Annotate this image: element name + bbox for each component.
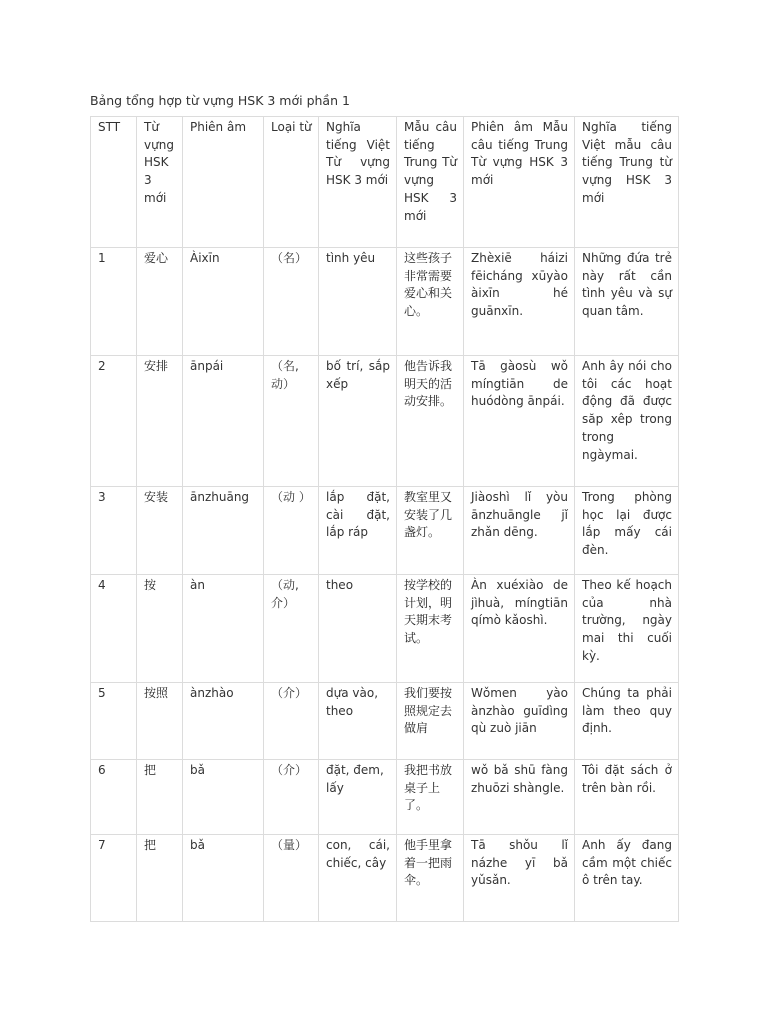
cell-word: 爱心	[137, 248, 183, 356]
cell-pinyin: bǎ	[183, 835, 264, 922]
header-pinyin: Phiên âm	[183, 117, 264, 248]
cell-word: 按	[137, 575, 183, 683]
cell-example-pinyin: Wǒmen yào ànzhào guīdìng qù zuò jiān	[464, 683, 575, 760]
cell-pinyin: àn	[183, 575, 264, 683]
cell-meaning: lắp đặt, cài đặt, lắp ráp	[319, 487, 397, 575]
cell-stt: 7	[91, 835, 137, 922]
cell-example-pinyin: Àn xuéxiào de jìhuà, míngtiān qímò kǎoshì.	[464, 575, 575, 683]
cell-pos: （动 ）	[264, 487, 319, 575]
cell-example-meaning: Chúng ta phải làm theo quy định.	[575, 683, 679, 760]
cell-example-meaning: Anh ây nói cho tôi các hoạt động đã được săp xêp trong trong ngàymai.	[575, 356, 679, 487]
cell-example: 他手里拿着一把雨伞。	[397, 835, 464, 922]
header-word: Từ vựng HSK 3 mới	[137, 117, 183, 248]
cell-example-meaning: Trong phòng học lại được lắp mấy cái đèn.	[575, 487, 679, 575]
cell-word: 安排	[137, 356, 183, 487]
table-row	[91, 487, 679, 575]
vocab-table	[90, 116, 679, 922]
cell-stt: 2	[91, 356, 137, 487]
cell-word: 安装	[137, 487, 183, 575]
header-stt: STT	[91, 117, 137, 248]
cell-meaning: đặt, đem, lấy	[319, 760, 397, 835]
cell-pos: （动,介）	[264, 575, 319, 683]
table-row	[91, 575, 679, 683]
cell-meaning: tình yêu	[319, 248, 397, 356]
cell-example-meaning: Những đứa trẻ này rất cần tình yêu và sự quan tâm.	[575, 248, 679, 356]
table-row	[91, 760, 679, 835]
cell-stt: 4	[91, 575, 137, 683]
cell-pinyin: ānzhuāng	[183, 487, 264, 575]
table-row	[91, 683, 679, 760]
header-example-pinyin: Phiên âm Mẫu câu tiếng Trung Từ vựng HSK 3 mới	[464, 117, 575, 248]
cell-pos: （名）	[264, 248, 319, 356]
cell-word: 按照	[137, 683, 183, 760]
cell-example-pinyin: Zhèxiē háizi fēicháng xūyào àixīn hé guānxīn.	[464, 248, 575, 356]
cell-pinyin: ānpái	[183, 356, 264, 487]
cell-pinyin: ànzhào	[183, 683, 264, 760]
header-example-meaning: Nghĩa tiếng Việt mẫu câu tiếng Trung từ vựng HSK 3 mới	[575, 117, 679, 248]
cell-word: 把	[137, 835, 183, 922]
cell-example-meaning: Anh ấy đang cầm một chiếc ô trên tay.	[575, 835, 679, 922]
cell-example-pinyin: Tā shǒu lǐ názhe yī bǎ yǔsǎn.	[464, 835, 575, 922]
cell-example: 我把书放桌子上了。	[397, 760, 464, 835]
cell-example-pinyin: Jiàoshì lǐ yòu ānzhuāngle jǐ zhǎn dēng.	[464, 487, 575, 575]
cell-meaning: bố trí, sắp xếp	[319, 356, 397, 487]
cell-example-pinyin: wǒ bǎ shū fàng zhuōzi shàngle.	[464, 760, 575, 835]
table-row	[91, 356, 679, 487]
cell-meaning: dựa vào, theo	[319, 683, 397, 760]
table-row	[91, 835, 679, 922]
cell-pos: （量）	[264, 835, 319, 922]
cell-pos: （介）	[264, 683, 319, 760]
cell-word: 把	[137, 760, 183, 835]
cell-example: 这些孩子非常需要爱心和关心。	[397, 248, 464, 356]
cell-example: 他告诉我明天的活动安排。	[397, 356, 464, 487]
cell-stt: 3	[91, 487, 137, 575]
cell-example-meaning: Theo kế hoạch của nhà trường, ngày mai thi cuối kỳ.	[575, 575, 679, 683]
table-header-row	[91, 117, 679, 248]
cell-pos: （名,动）	[264, 356, 319, 487]
header-pos: Loại từ	[264, 117, 319, 248]
cell-example: 教室里又安装了几盏灯。	[397, 487, 464, 575]
cell-pinyin: bǎ	[183, 760, 264, 835]
cell-stt: 1	[91, 248, 137, 356]
table-row	[91, 248, 679, 356]
cell-example-meaning: Tôi đặt sách ở trên bàn rồi.	[575, 760, 679, 835]
cell-stt: 6	[91, 760, 137, 835]
cell-pos: （介）	[264, 760, 319, 835]
cell-meaning: theo	[319, 575, 397, 683]
cell-pinyin: Àixīn	[183, 248, 264, 356]
cell-stt: 5	[91, 683, 137, 760]
cell-meaning: con, cái, chiếc, cây	[319, 835, 397, 922]
header-meaning: Nghĩa tiếng Việt Từ vựng HSK 3 mới	[319, 117, 397, 248]
cell-example-pinyin: Tā gàosù wǒ míngtiān de huódòng ānpái.	[464, 356, 575, 487]
cell-example: 按学校的计划，明天期末考试。	[397, 575, 464, 683]
header-example: Mẫu câu tiếng Trung Từ vựng HSK 3 mới	[397, 117, 464, 248]
document-title: Bảng tổng hợp từ vựng HSK 3 mới phần 1	[90, 93, 350, 108]
cell-example: 我们要按照规定去做肩	[397, 683, 464, 760]
